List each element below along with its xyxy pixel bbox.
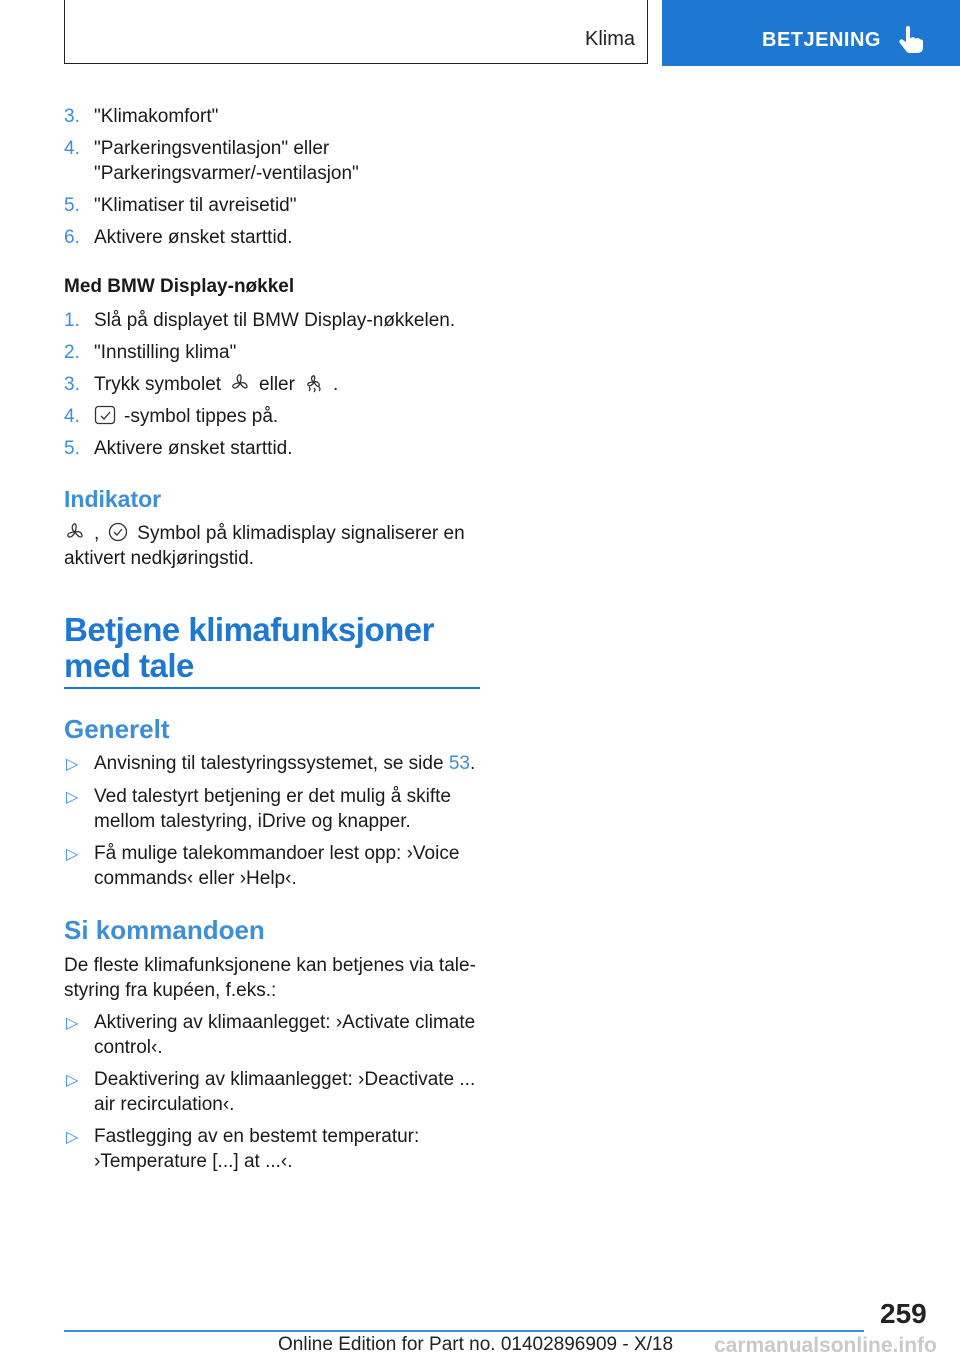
edition-text: Online Edition for Part no. 01402896909 - X/18 (278, 1334, 674, 1355)
step-item: 4. -symbol tippes på. (64, 406, 279, 427)
clock-check-icon (107, 522, 129, 542)
bullet-triangle-icon: ▷ (66, 1072, 79, 1089)
step-item: 3. Trykk symbolet eller . (64, 374, 339, 395)
bullet-item: ▷ Anvisning til talestyringssystemet, se side 53. (64, 751, 480, 776)
hand-pointer-icon (898, 26, 924, 54)
chapter-tab[interactable] (662, 0, 960, 66)
bullet-item: ▷ Få mulige talekommandoer lest opp: ›Voice commands‹ eller ›Help‹. (66, 843, 460, 889)
step-item: 2. "Innstilling klima" (64, 342, 237, 363)
section-title: Klima (584, 28, 635, 50)
bullet-triangle-icon: ▷ (66, 1129, 79, 1146)
bullet-item: ▷ Ved talestyrt betjening er det mulig å skifte mellom talestyring, iDrive og knapper. (66, 786, 451, 832)
bullet-triangle-icon: ▷ (66, 846, 79, 863)
bullet-triangle-icon: ▷ (66, 1015, 79, 1032)
command-heading: Si kommandoen (64, 915, 265, 945)
fan-icon (64, 522, 86, 542)
indicator-text: , Symbol på klimadisplay signaliserer en aktivert nedkjøringstid. (64, 523, 465, 569)
header-box (64, 0, 648, 64)
indicator-heading: Indikator (64, 486, 162, 512)
title-rule (64, 687, 480, 689)
general-heading: Generelt (64, 714, 170, 744)
bullet-triangle-icon: ▷ (66, 789, 79, 806)
page-link[interactable]: 53 (448, 753, 470, 774)
watermark: carmanualsonline.info (714, 1334, 937, 1357)
step-item: 3. "Klimakomfort" (64, 106, 219, 127)
fan-icon (229, 373, 251, 393)
chapter-tab-label: BETJENING (762, 29, 881, 51)
bullet-item: ▷ Aktivering av klimaanlegget: ›Activate climate control‹. (66, 1012, 476, 1058)
step-item: 4. "Parkeringsventilasjon" eller "Parkeringsvarmer/-ventilasjon" (64, 138, 359, 184)
display-key-heading: Med BMW Display-nøkkel (64, 276, 295, 297)
bullet-item: ▷ Deaktivering av klimaanlegget: ›Deactivate ... air recirculation‹. (66, 1069, 476, 1115)
bullet-triangle-icon: ▷ (66, 756, 79, 773)
step-item: 1. Slå på displayet til BMW Display-nøkkelen. (64, 310, 456, 331)
checkmark-timer-icon (94, 405, 116, 425)
fan-heat-icon (303, 373, 325, 393)
bullet-item: ▷ Fastlegging av en bestemt temperatur: ›Temperature [...] at ...‹. (66, 1126, 420, 1172)
command-intro: De fleste klimafunksjonene kan betjenes via tale- styring fra kupéen, f.eks.: (64, 955, 476, 1001)
page-number: 259 (880, 1298, 927, 1329)
voice-control-title: Betjene klimafunksjoner med tale (64, 611, 434, 684)
footer-rule (64, 1330, 864, 1332)
step-item: 5. Aktivere ønsket starttid. (64, 438, 293, 459)
step-item: 6. Aktivere ønsket starttid. (64, 227, 293, 248)
step-item: 5. "Klimatiser til avreisetid" (64, 195, 297, 216)
